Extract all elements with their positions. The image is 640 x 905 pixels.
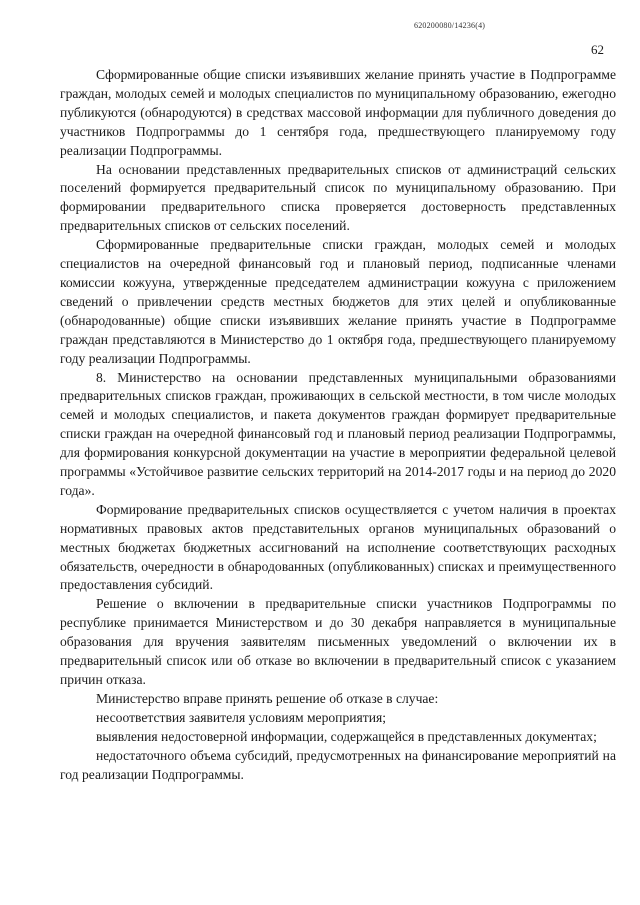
document-body xyxy=(60,66,616,784)
paragraph-public-lists: Сформированные общие списки изъявивших желание принять участие в Подпрограмме граждан, молодых семей и молодых специалистов по муниципальному образованию, ежегодно публикуются (обнародуются) в средствах массовой информации для публичного доведения до участников Подпрограммы до 1 сентября года, предшествующего планируемому году реализации Подпрограммы. xyxy=(60,67,616,158)
paragraph-refusal-intro: Министерство вправе принять решение об отказе в случае: xyxy=(96,690,439,706)
refusal-reason-item: выявления недостоверной информации, содержащейся в представленных документах; xyxy=(96,728,597,744)
paragraph-list-formation-conditions: Формирование предварительных списков осуществляется с учетом наличия в проектах нормативных правовых актов представительных органов муниципальных образований о местных бюджетах бюджетных ассигнований на исполнение соответствующих расходных обязательств, очередности в обнародованных (опубликованных) списках и преимущественного предоставления субсидий. xyxy=(60,501,616,593)
document-code: 620200080/14236(4) xyxy=(414,21,486,30)
paragraph-ministry-forms-lists: 8. Министерство на основании представленных муниципальными образованиями предварительных списков граждан, проживающих в сельской местности, в том числе молодых семей и молодых специалистов, и пакета документов граждан формирует предварительные списки граждан на очередной финансовый год и плановый период реализации Подпрограммы, для формирования конкурсной документации на участие в мероприятии федеральной целевой программы «Устойчивое развитие сельских территорий на 2014-2017 годы и на период до 2020 года». xyxy=(60,369,616,498)
refusal-reason-item: недостаточного объема субсидий, предусмотренных на финансирование мероприятий на год реализации Подпрограммы. xyxy=(60,747,616,782)
paragraph-submission-to-ministry: Сформированные предварительные списки граждан, молодых семей и молодых специалистов на очередной финансовый год и плановый период, подписанные членами комиссии кожууна, утвержденные председателем администрации кожууна с приложением сведений о привлечении средств местных бюджетов для этих целей и опубликованные (обнародованные) общие списки изъявивших желание принять участие в Подпрограмме граждан представляются в Министерство до 1 октября года, предшествующего планируемому году реализации Подпрограммы. xyxy=(60,237,616,366)
paragraph-inclusion-decision: Решение о включении в предварительные списки участников Подпрограммы по республике принимается Министерством и до 30 декабря направляется в муниципальные образования для вручения заявителям письменных уведомлений о включении их в предварительный список или об отказе во включении в предварительный список с указанием причин отказа. xyxy=(60,596,616,687)
refusal-reason-item: несоответствия заявителя условиям мероприятия; xyxy=(96,709,387,725)
paragraph-preliminary-list-formation: На основании представленных предварительных списков от администраций сельских поселений формируется предварительный список по муниципальному образованию. При формировании предварительного списка проверяется достоверность представленных предварительных списков от сельских поселений. xyxy=(60,161,616,234)
page-number: 62 xyxy=(591,42,604,57)
